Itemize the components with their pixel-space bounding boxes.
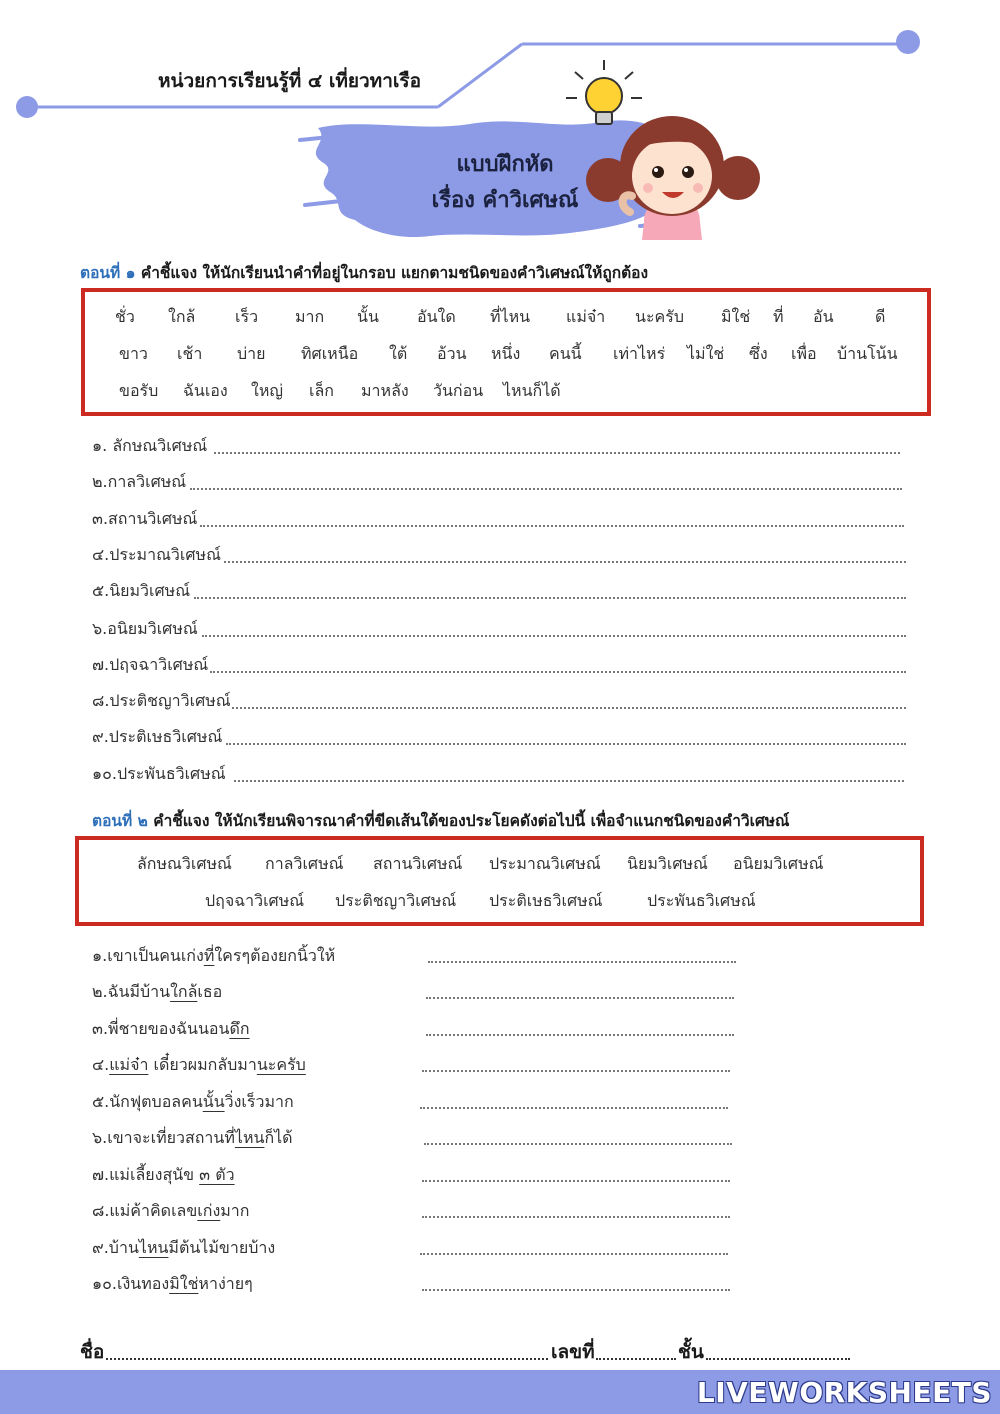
answer-line[interactable] (190, 488, 902, 490)
name-field[interactable] (106, 1358, 548, 1360)
part1-item: ๖.อนิยมวิเศษณ์ (92, 619, 198, 638)
sentence-item: ๓.พี่ชายของฉันนอนดึก (92, 1019, 250, 1038)
type-chip: กาลวิเศษณ์ (265, 854, 344, 873)
header-decoration (0, 0, 1000, 260)
answer-line[interactable] (210, 671, 906, 673)
word-chip: มาก (295, 307, 325, 326)
type-chip: อนิยมวิเศษณ์ (733, 854, 824, 873)
word-box (81, 288, 931, 416)
answer-line[interactable] (232, 707, 906, 709)
word-chip: ทิศเหนือ (301, 344, 359, 363)
part2-instruction: คำชี้แจง ให้นักเรียนพิจารณาคำที่ขีดเส้นใต้ของประโยคดังต่อไปนี้ เพื่อจำแนกชนิดของคำวิเศษณ์ (153, 812, 790, 830)
underlined-word: ไหน (234, 1128, 265, 1147)
type-chip: ประติชญาวิเศษณ์ (335, 891, 457, 910)
unit-title: หน่วยการเรียนรู้ที่ ๔ เที่ยวทาเรือ (158, 70, 421, 92)
answer-line[interactable] (422, 1216, 730, 1218)
word-chip: มาหลัง (361, 381, 409, 400)
sentence-item: ๕.นักฟุตบอลคนนั้นวิ่งเร็วมาก (92, 1092, 294, 1111)
part1-item: ๕.นิยมวิเศษณ์ (92, 581, 191, 600)
word-chip: ขาว (119, 344, 148, 363)
word-chip: ซึ่ง (749, 344, 768, 363)
underlined-word: นั้น (202, 1092, 225, 1111)
part2-heading (92, 808, 789, 833)
sentence-item: ๘.แม่ค้าคิดเลขเก่งมาก (92, 1201, 250, 1220)
answer-line[interactable] (422, 1070, 730, 1072)
sentence-item: ๑๐.เงินทองมิใช่หาง่ายๆ (92, 1274, 253, 1293)
class-field[interactable] (706, 1358, 850, 1360)
part1-heading (80, 260, 648, 285)
worksheet-title: แบบฝึกหัด (456, 152, 554, 177)
answer-line[interactable] (426, 1034, 734, 1036)
part1-item: ๔.ประมาณวิเศษณ์ (92, 545, 221, 564)
type-chip: นิยมวิเศษณ์ (627, 854, 708, 873)
part2-label: ตอนที่ ๒ (92, 812, 148, 830)
type-chip: ประมาณวิเศษณ์ (489, 854, 601, 873)
answer-line[interactable] (420, 1107, 728, 1109)
part1-label: ตอนที่ ๑ (80, 264, 136, 282)
word-chip: อัน (813, 307, 834, 326)
answer-line[interactable] (422, 1289, 730, 1291)
part1-instruction: คำชี้แจง ให้นักเรียนนำคำที่อยู่ในกรอบ แยกตามชนิดของคำวิเศษณ์ให้ถูกต้อง (140, 264, 649, 282)
answer-line[interactable] (214, 452, 900, 454)
sentence-item: ๑.เขาเป็นคนเก่งที่ใครๆต้องยกนิ้วให้ (92, 946, 336, 965)
answer-line[interactable] (226, 743, 906, 745)
word-chip: เร็ว (235, 307, 259, 326)
answer-line[interactable] (420, 1253, 728, 1255)
answer-line[interactable] (202, 635, 906, 637)
type-chip: ประพันธวิเศษณ์ (647, 891, 756, 910)
part1-item: ๒.กาลวิเศษณ์ (92, 472, 187, 491)
answer-line[interactable] (200, 525, 904, 527)
sentence-item: ๙.บ้านไหนมีต้นไม้ขายบ้าง (92, 1238, 276, 1257)
word-chip: วันก่อน (433, 381, 484, 400)
word-chip: นั้น (357, 307, 379, 326)
word-chip: หนึ่ง (491, 344, 521, 363)
word-chip: นะครับ (635, 307, 684, 326)
word-chip: เท่าไหร่ (613, 344, 666, 363)
part1-item: ๘.ประติชญาวิเศษณ์ (92, 691, 231, 710)
left-dot (16, 96, 38, 118)
type-chip: ปฤจฉาวิเศษณ์ (205, 891, 305, 910)
underlined-word: เก่ง (197, 1201, 221, 1220)
underlined-word: ใกล้ (170, 982, 198, 1001)
word-chip: อันใด (417, 307, 456, 326)
word-chip: ฉันเอง (183, 381, 228, 400)
word-chip: ใหญ่ (251, 381, 283, 400)
word-chip: ที่ไหน (490, 307, 531, 326)
word-chip: ใต้ (389, 344, 408, 363)
word-chip: อ้วน (437, 344, 467, 363)
word-chip: ไหนก็ได้ (503, 381, 561, 400)
underlined-word: ไหน (138, 1238, 169, 1257)
sentence-item: ๒.ฉันมีบ้านใกล้เธอ (92, 982, 223, 1001)
word-chip: ชั่ว (115, 307, 135, 326)
answer-line[interactable] (194, 597, 906, 599)
word-chip: ไม่ใช่ (687, 344, 725, 363)
underlined-word: มิใช่ (169, 1274, 199, 1293)
answer-line[interactable] (234, 780, 904, 782)
part1-item: ๑๐.ประพันธวิเศษณ์ (92, 764, 226, 783)
name-label: ชื่อ (80, 1341, 105, 1363)
underlined-word: ๓ ตัว (199, 1165, 235, 1184)
answer-line[interactable] (428, 961, 736, 963)
word-chip: บ่าย (237, 344, 266, 363)
underlined-word: แม่จ๋า (109, 1055, 149, 1074)
brand-logo: LIVEWORKSHEETS (696, 1376, 992, 1409)
sentence-item: ๗.แม่เลี้ยงสุนัข ๓ ตัว (92, 1165, 235, 1184)
part1-item: ๓.สถานวิเศษณ์ (92, 509, 198, 528)
type-chip: ลักษณวิเศษณ์ (137, 854, 232, 873)
word-chip: บ้านโน้น (837, 344, 898, 363)
word-chip: เพื่อ (791, 344, 817, 363)
word-chip: ดี (875, 307, 886, 326)
diagonal-line (438, 44, 522, 107)
answer-line[interactable] (224, 561, 906, 563)
type-box (75, 836, 924, 926)
answer-line[interactable] (422, 1180, 730, 1182)
lightbulb-icon (566, 60, 642, 124)
underlined-word: ที่ (203, 946, 215, 965)
sentence-item: ๖.เขาจะเที่ยวสถานที่ไหนก็ได้ (92, 1128, 293, 1147)
right-dot (896, 30, 920, 54)
sentence-item: ๔.แม่จ๋า เดี๋ยวผมกลับมานะครับ (92, 1055, 306, 1074)
word-chip: เช้า (177, 344, 203, 363)
number-field[interactable] (596, 1358, 676, 1360)
answer-line[interactable] (424, 1143, 732, 1145)
word-chip: แม่จ๋า (566, 307, 606, 326)
word-chip: ขอรับ (119, 381, 159, 400)
word-chip: ใกล้ (168, 307, 196, 326)
type-chip: สถานวิเศษณ์ (373, 854, 463, 873)
part1-item: ๙.ประติเษธวิเศษณ์ (92, 727, 223, 746)
class-label: ชั้น (678, 1341, 704, 1363)
word-chip: มิใช่ (721, 307, 751, 326)
word-chip: คนนี้ (549, 344, 582, 363)
word-chip: เล็ก (309, 381, 334, 400)
underlined-word: ดึก (229, 1019, 250, 1038)
part1-item: ๗.ปฤจฉาวิเศษณ์ (92, 655, 209, 674)
type-chip: ประติเษธวิเศษณ์ (489, 891, 603, 910)
answer-line[interactable] (426, 997, 734, 999)
underlined-word: นะครับ (256, 1055, 306, 1074)
part1-item: ๑. ลักษณวิเศษณ์ (92, 436, 208, 455)
worksheet-subtitle: เรื่อง คำวิเศษณ์ (431, 188, 579, 213)
word-chip: ที่ (773, 307, 784, 326)
number-label: เลขที่ (551, 1341, 595, 1363)
